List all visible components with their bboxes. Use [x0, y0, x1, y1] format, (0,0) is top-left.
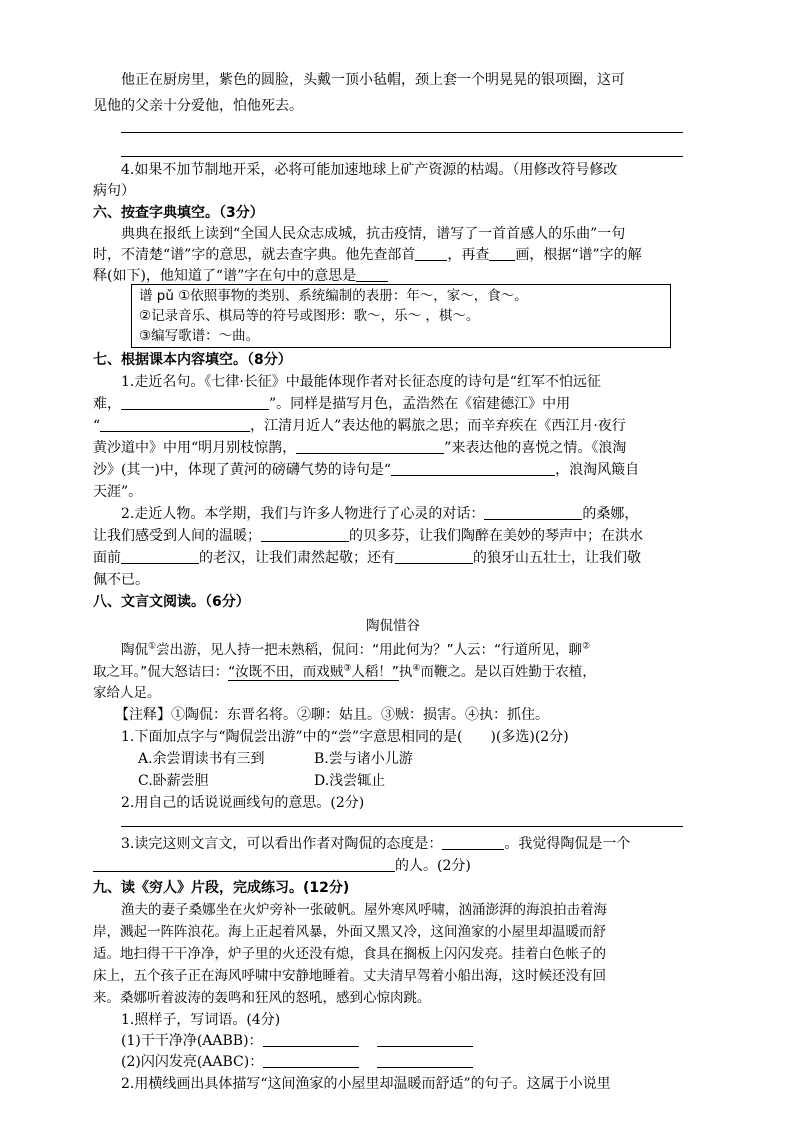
- s7-p2-line-1: 2.走近人物。本学期，我们与许多人物进行了心灵的对话： 的桑娜，: [121, 506, 639, 522]
- attitude-blank[interactable]: [442, 835, 504, 850]
- s7-p2-line-4: 佩不已。: [93, 572, 149, 588]
- s7-p2-line-2: 让我们感受到人间的温暖； 的贝多芬，让我们陶醉在美妙的琴声中；在洪水: [93, 528, 643, 544]
- s8-question-3-cont: 的人。(2分): [93, 856, 471, 876]
- s7-p2-line-3: 面前 的老汉，让我们肃然起敬；还有 的狼牙山五壮士，让我们敬: [93, 550, 641, 566]
- passage-line-1: 渔夫的妻子桑娜坐在火炉旁补一张破帆。屋外寒风呼啸，汹涌澎湃的海浪拍击着海: [121, 902, 607, 918]
- option-c[interactable]: C.卧薪尝胆: [138, 773, 209, 789]
- q3-line-1: 他正在厨房里，紫色的圆脸，头戴一顶小毡帽，颈上套一个明晃晃的银项圈，这可: [121, 72, 625, 88]
- underlined-sentence: “汝既不田，而戏贼③人稻！”: [228, 663, 399, 680]
- s7-line-2: 难， ”。同样是描写月色，孟浩然在《宿建德江》中用: [93, 396, 571, 412]
- word-blank-1[interactable]: [263, 1032, 359, 1047]
- character-blank-2[interactable]: [261, 527, 349, 542]
- word-blank-2[interactable]: [377, 1032, 473, 1047]
- section-8-heading: 八、文言文阅读。（6分）: [93, 594, 250, 610]
- s6-line-1: 典典在报纸上读到“全国人民众志成城，抗击疫情，谱写了一首首感人的乐曲”一句: [121, 226, 626, 242]
- answer-line: [121, 156, 683, 157]
- passage-line-3: 适。地扫得干干净净，炉子里的火还没有熄，食具在搁板上闪闪发亮。挂着白色帐子的: [93, 946, 606, 962]
- q4-line-1: 4.如果不加节制地开采，必将可能加速地球上矿产资源的枯竭。（用修改符号修改: [121, 162, 618, 178]
- dict-line-2: ②记录音乐、棋局等的符号或图形：歌～，乐～ ，棋～。: [139, 308, 480, 324]
- annotations: 【注释】①陶侃：东晋名将。②聊：姑且。③贼：损害。④执：抓住。: [115, 707, 549, 723]
- word-blank-4[interactable]: [377, 1053, 473, 1068]
- dict-line-3: ③编写歌谱：～曲。: [139, 328, 260, 344]
- s7-line-1: 1.走近名句。《七律·长征》中最能体现作者对长征态度的诗句是“红军不怕远征: [121, 374, 601, 390]
- s9-q1-item-1: (1)干干净净(AABB)：: [121, 1031, 473, 1051]
- person-blank[interactable]: [93, 857, 395, 872]
- s9-q1-item-2: (2)闪闪发亮(AABC)：: [121, 1052, 473, 1072]
- option-b[interactable]: B.尝与诸小儿游: [314, 751, 413, 767]
- poem-blank-1[interactable]: [121, 395, 269, 410]
- meaning-blank[interactable]: [356, 267, 388, 282]
- section-7-heading: 七、根据课本内容填空。（8分）: [93, 352, 292, 368]
- s6-line-2: 时，不清楚“谱”字的意思，就去查字典。他先查部首 ，再查 画，根据“谱”字的解: [93, 247, 642, 263]
- s7-line-5: 沙》(其一)中，体现了黄河的磅礴气势的诗句是“ ，浪淘风簸自: [93, 462, 640, 478]
- s6-line-3: 释(如下)，他知道了“谱”字在句中的意思是: [93, 266, 388, 286]
- character-blank-1[interactable]: [484, 505, 582, 520]
- s7-line-3: “ ，江清月近人”表达他的羁旅之思；而辛弃疾在《西江月·夜行: [93, 418, 626, 434]
- character-blank-3[interactable]: [121, 549, 199, 564]
- section-9-heading: 九、读《穷人》片段，完成练习。(12分): [93, 880, 350, 896]
- s7-line-6: 天涯”。: [93, 484, 143, 500]
- word-blank-3[interactable]: [263, 1053, 359, 1068]
- s9-question-2: 2.用横线画出具体描写“这间渔家的小屋里却温暖而舒适”的句子。这属于小说里: [121, 1076, 611, 1092]
- classical-line-1: 陶侃①尝出游，见人持一把未熟稻，侃问：“用此何为？”人云：“行道所见，聊②: [121, 641, 591, 658]
- classical-text-title: 陶侃惜谷: [366, 618, 420, 634]
- s9-question-1: 1.照样子，写词语。(4分): [121, 1012, 281, 1028]
- s8-question-1: 1.下面加点字与“陶侃尝出游”中的“尝”字意思相同的是( )(多选)(2分): [121, 729, 569, 745]
- s7-line-4: 黄沙道中》中用“明月别枝惊鹊， ”来表达他的喜悦之情。《浪淘: [93, 440, 627, 456]
- passage-line-5: 来。桑娜听着波涛的轰鸣和狂风的怒吼，感到心惊肉跳。: [93, 990, 431, 1006]
- section-6-heading: 六、按查字典填空。（3分）: [93, 205, 264, 221]
- poem-blank-4[interactable]: [391, 461, 555, 476]
- radical-blank[interactable]: [415, 246, 447, 261]
- s8-question-2: 2.用自己的话说说画线句的意思。(2分): [121, 795, 365, 811]
- poem-blank-2[interactable]: [100, 417, 250, 432]
- poem-blank-3[interactable]: [296, 439, 444, 454]
- q3-line-2: 见他的父亲十分爱他，怕他死去。: [93, 98, 303, 114]
- option-a[interactable]: A.余尝谓读书有三到: [138, 751, 265, 767]
- dict-line-1: 谱 pǔ ①依照事物的类别、系统编制的表册：年～，家～，食～。: [139, 288, 528, 304]
- character-blank-4[interactable]: [395, 549, 473, 564]
- s8-question-3: 3.读完这则文言文，可以看出作者对陶侃的态度是： 。我觉得陶侃是一个: [121, 836, 631, 852]
- classical-line-2: 取之耳。”侃大怒诘曰：“汝既不田，而戏贼③人稻！”执④而鞭之。是以百姓勤于农植，: [93, 663, 596, 680]
- option-d[interactable]: D.浅尝辄止: [314, 773, 386, 789]
- answer-line: [121, 826, 683, 827]
- stroke-blank[interactable]: [489, 246, 515, 261]
- passage-line-4: 床上，五个孩子正在海风呼啸中安静地睡着。丈夫清早驾着小船出海，这时候还没有回: [93, 968, 606, 984]
- q4-line-2: 病句）: [93, 183, 135, 199]
- passage-line-2: 岸，溅起一阵阵浪花。海上正起着风暴，外面又黑又冷，这间渔家的小屋里却温暖而舒: [93, 924, 606, 940]
- answer-line: [121, 132, 683, 133]
- classical-line-3: 家给人足。: [93, 685, 161, 701]
